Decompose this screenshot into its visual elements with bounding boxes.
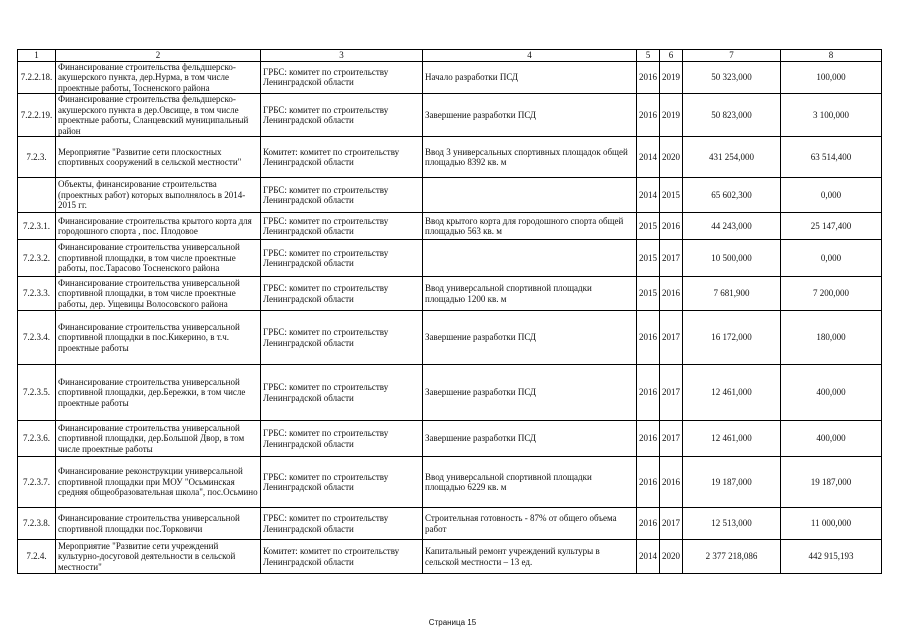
row-number: 7.2.3.3. (18, 277, 56, 311)
responsible-org: ГРБС: комитет по строительству Ленинградской области (261, 457, 423, 508)
expected-result: Завершение разработки ПСД (423, 365, 637, 421)
expected-result: Начало разработки ПСД (423, 61, 637, 94)
period-amount: 0,000 (781, 178, 882, 213)
total-amount: 50 323,000 (683, 61, 781, 94)
start-year: 2015 (637, 213, 660, 240)
responsible-org: ГРБС: комитет по строительству Ленинградской области (261, 277, 423, 311)
total-amount: 12 461,000 (683, 421, 781, 457)
period-amount: 19 187,000 (781, 457, 882, 508)
activity-name: Финансирование строительства универсальной спортивной площадки пос.Торковичи (56, 508, 261, 540)
start-year: 2016 (637, 508, 660, 540)
activity-name: Финансирование реконструкции универсальной спортивной площадки при МОУ "Осьминская средняя общеобразовательная школа", пос.Осьмино (56, 457, 261, 508)
start-year: 2014 (637, 178, 660, 213)
period-amount: 400,000 (781, 421, 882, 457)
row-number: 7.2.3.1. (18, 213, 56, 240)
responsible-org: ГРБС: комитет по строительству Ленинградской области (261, 311, 423, 365)
period-amount: 11 000,000 (781, 508, 882, 540)
expected-result: Ввод универсальной спортивной площадки площадью 1200 кв. м (423, 277, 637, 311)
total-amount: 12 461,000 (683, 365, 781, 421)
end-year: 2017 (660, 508, 683, 540)
activity-name: Финансирование строительства универсальной спортивной площадки в пос.Кикерино, в т.ч. проектные работы (56, 311, 261, 365)
responsible-org: ГРБС: комитет по строительству Ленинградской области (261, 94, 423, 137)
start-year: 2016 (637, 365, 660, 421)
start-year: 2014 (637, 137, 660, 178)
row-number: 7.2.3.2. (18, 240, 56, 277)
row-number (18, 178, 56, 213)
column-header: 1 (18, 50, 56, 62)
responsible-org: ГРБС: комитет по строительству Ленинградской области (261, 61, 423, 94)
page-footer: Страница 15 (428, 618, 477, 627)
expected-result: Завершение разработки ПСД (423, 311, 637, 365)
total-amount: 12 513,000 (683, 508, 781, 540)
header-row (18, 50, 882, 62)
end-year: 2019 (660, 61, 683, 94)
total-amount: 2 377 218,086 (683, 540, 781, 574)
responsible-org: ГРБС: комитет по строительству Ленинградской области (261, 178, 423, 213)
expected-result: Капитальный ремонт учреждений культуры в сельской местности – 13 ед. (423, 540, 637, 574)
table-row (18, 421, 882, 457)
row-number: 7.2.3.8. (18, 508, 56, 540)
period-amount: 180,000 (781, 311, 882, 365)
expected-result (423, 178, 637, 213)
period-amount: 400,000 (781, 365, 882, 421)
row-number: 7.2.2.19. (18, 94, 56, 137)
table-row (18, 240, 882, 277)
responsible-org: Комитет: комитет по строительству Ленинградской области (261, 137, 423, 178)
column-header: 4 (423, 50, 637, 62)
activity-name: Финансирование строительства универсальной спортивной площадки, в том числе проектные работы, пос.Тарасово Тосненского района (56, 240, 261, 277)
end-year: 2016 (660, 457, 683, 508)
end-year: 2016 (660, 213, 683, 240)
activity-name: Мероприятие "Развитие сети плоскостных спортивных сооружений в сельской местности" (56, 137, 261, 178)
row-number: 7.2.3.6. (18, 421, 56, 457)
end-year: 2017 (660, 311, 683, 365)
activity-name: Финансирование строительства универсальной спортивной площадки, дер.Большой Двор, в том числе проектные работы (56, 421, 261, 457)
responsible-org: ГРБС: комитет по строительству Ленинградской области (261, 421, 423, 457)
activity-name: Финансирование строительства универсальной спортивной площадки, дер.Бережки, в том числе проектные работы (56, 365, 261, 421)
table-row (18, 508, 882, 540)
total-amount: 10 500,000 (683, 240, 781, 277)
responsible-org: ГРБС: комитет по строительству Ленинградской области (261, 213, 423, 240)
period-amount: 25 147,400 (781, 213, 882, 240)
row-number: 7.2.3. (18, 137, 56, 178)
expected-result: Завершение разработки ПСД (423, 421, 637, 457)
table-row (18, 311, 882, 365)
total-amount: 431 254,000 (683, 137, 781, 178)
start-year: 2015 (637, 240, 660, 277)
end-year: 2016 (660, 277, 683, 311)
table-row (18, 61, 882, 94)
total-amount: 44 243,000 (683, 213, 781, 240)
period-amount: 3 100,000 (781, 94, 882, 137)
responsible-org: ГРБС: комитет по строительству Ленинградской области (261, 365, 423, 421)
row-number: 7.2.3.4. (18, 311, 56, 365)
total-amount: 50 823,000 (683, 94, 781, 137)
start-year: 2016 (637, 94, 660, 137)
start-year: 2016 (637, 311, 660, 365)
table-row (18, 457, 882, 508)
column-header: 2 (56, 50, 261, 62)
row-number: 7.2.4. (18, 540, 56, 574)
expected-result: Ввод 3 универсальных спортивных площадок общей площадью 8392 кв. м (423, 137, 637, 178)
end-year: 2015 (660, 178, 683, 213)
table-row (18, 94, 882, 137)
activity-name: Мероприятие "Развитие сети учреждений культурно-досуговой деятельности в сельской местности" (56, 540, 261, 574)
responsible-org: ГРБС: комитет по строительству Ленинградской области (261, 240, 423, 277)
expected-result: Завершение разработки ПСД (423, 94, 637, 137)
end-year: 2020 (660, 137, 683, 178)
responsible-org: Комитет: комитет по строительству Ленинградской области (261, 540, 423, 574)
start-year: 2016 (637, 421, 660, 457)
column-header: 5 (637, 50, 660, 62)
program-table (17, 49, 882, 574)
row-number: 7.2.3.5. (18, 365, 56, 421)
column-header: 3 (261, 50, 423, 62)
column-header: 7 (683, 50, 781, 62)
responsible-org: ГРБС: комитет по строительству Ленинградской области (261, 508, 423, 540)
period-amount: 7 200,000 (781, 277, 882, 311)
expected-result: Строительная готовность - 87% от общего объема работ (423, 508, 637, 540)
total-amount: 16 172,000 (683, 311, 781, 365)
row-number: 7.2.3.7. (18, 457, 56, 508)
expected-result (423, 240, 637, 277)
total-amount: 19 187,000 (683, 457, 781, 508)
period-amount: 0,000 (781, 240, 882, 277)
activity-name: Финансирование строительства крытого корта для городошного спорта , пос. Плодовое (56, 213, 261, 240)
period-amount: 442 915,193 (781, 540, 882, 574)
table-body (18, 61, 882, 574)
row-number: 7.2.2.18. (18, 61, 56, 94)
activity-name: Объекты, финансирование строительства (проектных работ) которых выполнялось в 2014-2015 гг. (56, 178, 261, 213)
end-year: 2017 (660, 365, 683, 421)
period-amount: 100,000 (781, 61, 882, 94)
activity-name: Финансирование строительства фельдшерско-акушерского пункта, дер.Нурма, в том числе проектные работы, Тосненского района (56, 61, 261, 94)
end-year: 2020 (660, 540, 683, 574)
expected-result: Ввод универсальной спортивной площадки площадью 6229 кв. м (423, 457, 637, 508)
period-amount: 63 514,400 (781, 137, 882, 178)
end-year: 2019 (660, 94, 683, 137)
table-row (18, 365, 882, 421)
column-header: 6 (660, 50, 683, 62)
activity-name: Финансирование строительства фельдшерско-акушерского пункта в дер.Овсище, в том числе проектные работы, Сланцевский муниципальный район (56, 94, 261, 137)
table-row (18, 178, 882, 213)
total-amount: 65 602,300 (683, 178, 781, 213)
table-row (18, 213, 882, 240)
total-amount: 7 681,900 (683, 277, 781, 311)
start-year: 2016 (637, 61, 660, 94)
end-year: 2017 (660, 421, 683, 457)
column-header: 8 (781, 50, 882, 62)
start-year: 2015 (637, 277, 660, 311)
table-row (18, 137, 882, 178)
end-year: 2017 (660, 240, 683, 277)
activity-name: Финансирование строительства универсальной спортивной площадки, в том числе проектные работы, дер. Ущевицы Волосовского района (56, 277, 261, 311)
table-row (18, 277, 882, 311)
start-year: 2014 (637, 540, 660, 574)
start-year: 2016 (637, 457, 660, 508)
table-row (18, 540, 882, 574)
expected-result: Ввод крытого корта для городошного спорта общей площадью 563 кв. м (423, 213, 637, 240)
